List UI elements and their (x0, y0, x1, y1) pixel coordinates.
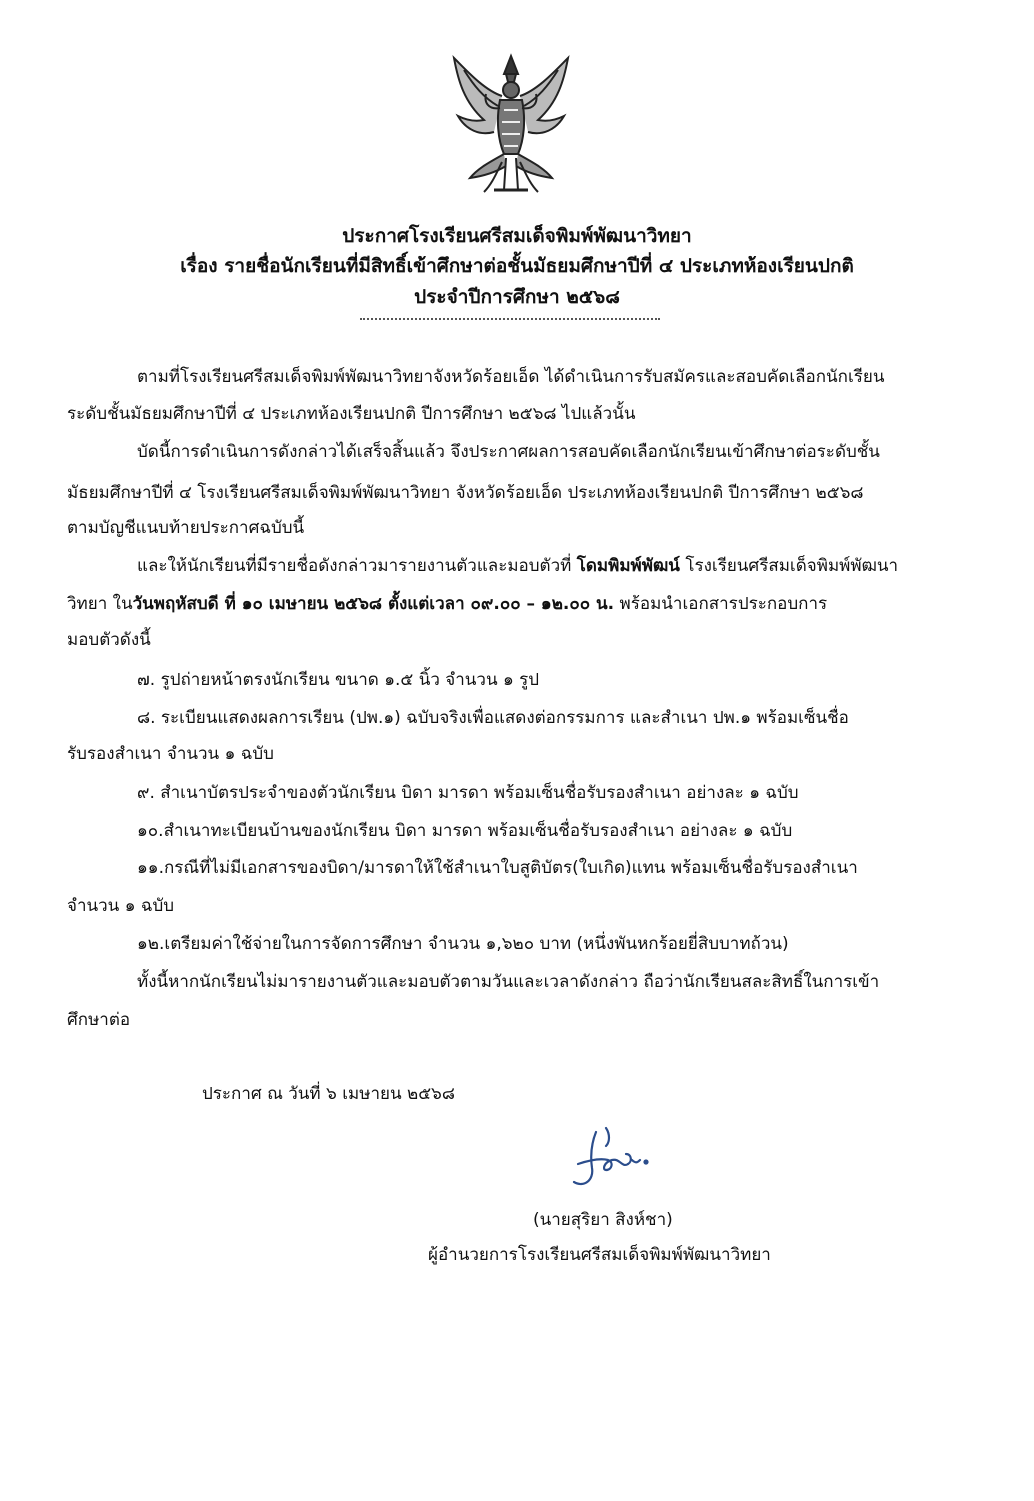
paragraph-4-line-1: ทั้งนี้หากนักเรียนไม่มารายงานตัวและมอบตัวตามวันและเวลาดังกล่าว ถือว่านักเรียนสละสิทธิ์ในการเข้า (137, 972, 880, 992)
paragraph-3-line-2 (67, 589, 827, 619)
list-item-8-line-2: รับรองสำเนา จำนวน ๑ ฉบับ (67, 744, 274, 764)
title-line-1: ประกาศโรงเรียนศรีสมเด็จพิมพ์พัฒนาวิทยา (342, 225, 692, 247)
school-name-part: โรงเรียนศรีสมเด็จพิมพ์พัฒนา (679, 556, 899, 576)
list-item-7: ๗. รูปถ่ายหน้าตรงนักเรียน ขนาด ๑.๕ นิ้ว จำนวน ๑ รูป (137, 670, 540, 690)
paragraph-3-line-1 (137, 551, 898, 581)
school-name-end: วิทยา ใน (67, 594, 133, 614)
list-item-8-line-1: ๘. ระเบียนแสดงผลการเรียน (ปพ.๑) ฉบับจริงเพื่อแสดงต่อกรรมการ และสำเนา ปพ.๑ พร้อมเซ็นชื่อ (137, 708, 849, 728)
report-date-time: วันพฤหัสบดี ที่ ๑๐ เมษายน ๒๕๖๘ ตั้งแต่เวลา ๐๙.๐๐ – ๑๒.๐๐ น. (132, 594, 615, 614)
paragraph-2-line-3: ตามบัญชีแนบท้ายประกาศฉบับนี้ (67, 518, 305, 538)
paragraph-2-line-1: บัดนี้การดำเนินการดังกล่าวได้เสร็จสิ้นแล้ว จึงประกาศผลการสอบคัดเลือกนักเรียนเข้าศึกษาต่อระดับชั้น (137, 442, 880, 462)
list-item-11-line-1: ๑๑.กรณีที่ไม่มีเอกสารของบิดา/มารดาให้ใช้สำเนาใบสูติบัตร(ใบเกิด)แทน พร้อมเซ็นชื่อรับรองสำเนา (137, 858, 858, 878)
list-item-11-line-2: จำนวน ๑ ฉบับ (67, 896, 175, 916)
garuda-emblem-icon (444, 50, 578, 198)
announcement-date: ประกาศ ณ วันที่ ๖ เมษายน ๒๕๖๘ (202, 1084, 455, 1104)
paragraph-4-line-2: ศึกษาต่อ (67, 1010, 131, 1030)
signature-image (566, 1124, 656, 1194)
paragraph-2-line-2: มัธยมศึกษาปีที่ ๔ โรงเรียนศรีสมเด็จพิมพ์พัฒนาวิทยา จังหวัดร้อยเอ็ด ประเภทห้องเรียนปกติ ปีการศึกษา ๒๕๖๘ (67, 483, 864, 503)
list-item-9: ๙. สำเนาบัตรประจำของตัวนักเรียน บิดา มารดา พร้อมเซ็นชื่อรับรองสำเนา อย่างละ ๑ ฉบับ (137, 783, 799, 803)
report-text: และให้นักเรียนที่มีรายชื่อดังกล่าวมารายงานตัวและมอบตัวที่ (137, 556, 577, 576)
signer-position: ผู้อำนวยการโรงเรียนศรีสมเด็จพิมพ์พัฒนาวิทยา (428, 1245, 771, 1265)
title-line-2: เรื่อง รายชื่อนักเรียนที่มีสิทธิ์เข้าศึกษาต่อชั้นมัธยมศึกษาปีที่ ๔ ประเภทห้องเรียนปกติ (180, 255, 854, 277)
title-line-3: ประจำปีการศึกษา ๒๕๖๘ (414, 286, 620, 308)
documents-intro: พร้อมนำเอกสารประกอบการ (614, 594, 828, 614)
paragraph-3-line-3: มอบตัวดังนี้ (67, 630, 151, 650)
list-item-12: ๑๒.เตรียมค่าใช้จ่ายในการจัดการศึกษา จำนวน ๑,๖๒๐ บาท (หนึ่งพันหกร้อยยี่สิบบาทถ้วน) (137, 934, 789, 954)
list-item-10: ๑๐.สำเนาทะเบียนบ้านของนักเรียน บิดา มารดา พร้อมเซ็นชื่อรับรองสำเนา อย่างละ ๑ ฉบับ (137, 821, 793, 841)
paragraph-1-line-1: ตามที่โรงเรียนศรีสมเด็จพิมพ์พัฒนาวิทยาจังหวัดร้อยเอ็ด ได้ดำเนินการรับสมัครและสอบคัดเลือกนักเรียน (137, 367, 885, 387)
signer-name: (นายสุริยา สิงห์ชา) (533, 1210, 673, 1230)
paragraph-1-line-2: ระดับชั้นมัธยมศึกษาปีที่ ๔ ประเภทห้องเรียนปกติ ปีการศึกษา ๒๕๖๘ ไปแล้วนั้น (67, 404, 636, 424)
venue-name: โดมพิมพ์พัฒน์ (576, 556, 680, 576)
title-divider (360, 318, 660, 320)
